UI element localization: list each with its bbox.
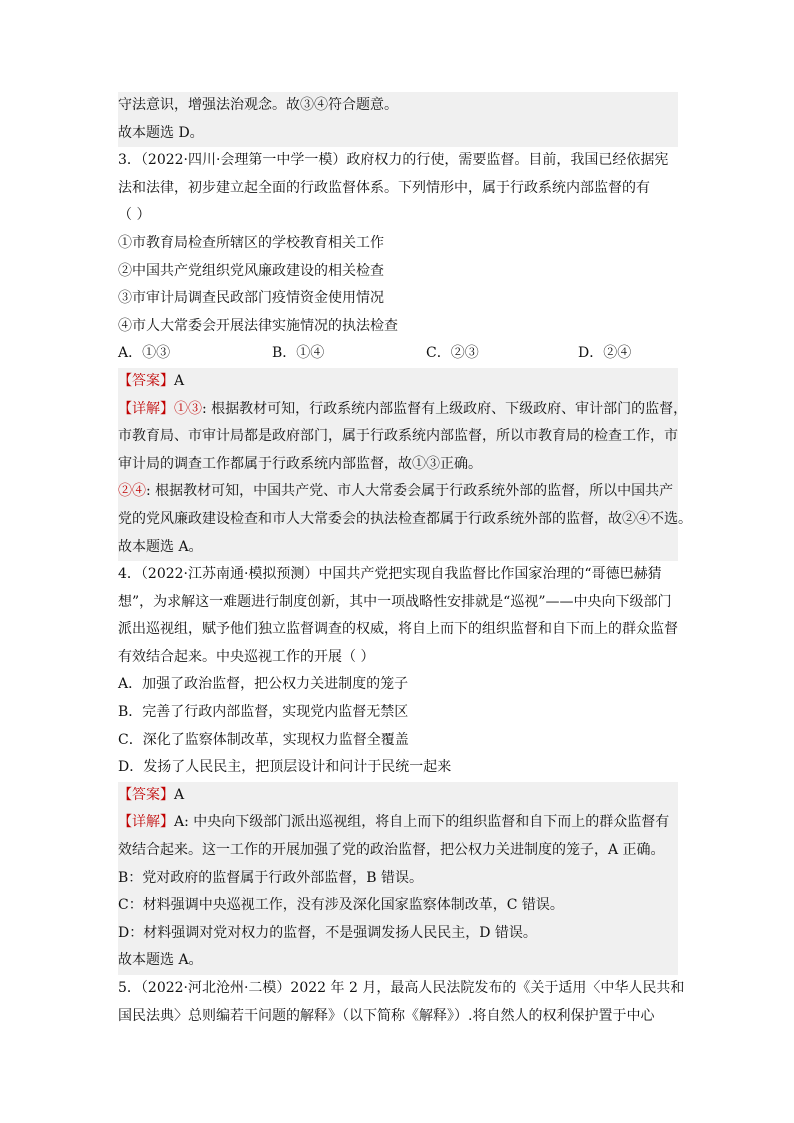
answer-label: 【答案】 bbox=[118, 372, 174, 389]
option-d: D．发扬了人民民主，把顶层设计和问计于民统一起来 bbox=[118, 759, 452, 776]
question-stem-line: 国民法典〉总则编若干问题的解释》（以下简称《解释》）.将自然人的权利保护置于中心 bbox=[118, 1007, 655, 1024]
option-c: C．②③ bbox=[426, 345, 479, 362]
question-stem-line: 4．（2022·江苏南通·模拟预测）中国共产党把实现自我监督比作国家治理的“哥德巴赫猜 bbox=[118, 566, 662, 583]
option-b: B．①④ bbox=[272, 345, 325, 362]
detail-mark: ①③ bbox=[174, 400, 202, 417]
answer-options bbox=[118, 340, 678, 368]
detail-line: 党的党风廉政建设检查和市人大常委会的执法检查都属于行政系统外部的监督，故②④不选。 bbox=[118, 506, 678, 534]
detail-text: : 根据教材可知，中国共产党、市人大常委会属于行政系统外部的监督，所以中国共产 bbox=[146, 483, 674, 500]
detail-line: B：党对政府的监督属于行政外部监督，B 错误。 bbox=[118, 865, 678, 893]
detail-line bbox=[118, 396, 688, 424]
question-3 bbox=[118, 147, 692, 561]
option-a: A．①③ bbox=[118, 345, 171, 362]
statement-item: ①市教育局检查所辖区的学校教育相关工作 bbox=[118, 234, 384, 251]
question-stem-line: 有效结合起来。中央巡视工作的开展（ ） bbox=[118, 648, 375, 665]
text-line: 守法意识，增强法治观念。故③④符合题意。 bbox=[118, 92, 678, 120]
document-page bbox=[118, 92, 692, 1030]
option-d: D．②④ bbox=[578, 345, 632, 362]
conclusion-line: 故本题选 A。 bbox=[118, 947, 678, 975]
answer-value: A bbox=[174, 786, 185, 803]
detail-line: C：材料强调中央巡视工作，没有涉及深化国家监察体制改革，C 错误。 bbox=[118, 892, 678, 920]
question-stem-line: 派出巡视组，赋予他们独立监督调查的权威，将自上而下的组织监督和自下而上的群众监督 bbox=[118, 621, 678, 638]
conclusion-line: 故本题选 A。 bbox=[118, 534, 678, 562]
detail-line: 市教育局、市审计局都是政府部门，属于行政系统内部监督，所以市教育局的检查工作，市 bbox=[118, 423, 678, 451]
question-stem-line: 法和法律，初步建立起全面的行政监督体系。下列情形中，属于行政系统内部监督的有 bbox=[118, 179, 650, 196]
question-stem-line: 5．（2022·河北沧州·二模）2022 年 2 月，最高人民法院发布的《关于适用〈中华人民共和 bbox=[118, 980, 685, 996]
question-stem-line: （ ） bbox=[118, 207, 151, 224]
statement-item: ③市审计局调查民政部门疫情资金使用情况 bbox=[118, 290, 384, 307]
detail-mark: ②④ bbox=[118, 483, 146, 500]
detail-text: A: 中央向下级部门派出巡视组，将自上而下的组织监督和自下而上的群众监督有 bbox=[174, 814, 670, 831]
statement-item: ②中国共产党组织党风廉政建设的相关检查 bbox=[118, 262, 384, 279]
detail-text: : 根据教材可知，行政系统内部监督有上级政府、下级政府、审计部门的监督， bbox=[202, 400, 688, 417]
detail-line: D：材料强调对党对权力的监督，不是强调发扬人民民主，D 错误。 bbox=[118, 920, 678, 948]
detail-line bbox=[118, 809, 678, 837]
option-c: C．深化了监察体制改革，实现权力监督全覆盖 bbox=[118, 731, 409, 748]
option-b: B．完善了行政内部监督，实现党内监督无禁区 bbox=[118, 704, 409, 721]
conclusion-line: 故本题选 D。 bbox=[118, 120, 678, 148]
question-4 bbox=[118, 561, 678, 975]
answer-line bbox=[118, 782, 678, 810]
detail-line: 审计局的调查工作都属于行政系统内部监督，故①③正确。 bbox=[118, 451, 678, 479]
answer-line bbox=[118, 368, 678, 396]
question-5 bbox=[118, 975, 685, 1030]
answer-value: A bbox=[174, 372, 185, 389]
detail-line: 效结合起来。这一工作的开展加强了党的政治监督，把公权力关进制度的笼子，A 正确。 bbox=[118, 837, 678, 865]
detail-label: 【详解】 bbox=[118, 400, 174, 417]
answer-label: 【答案】 bbox=[118, 786, 174, 803]
question-stem-line: 想”，为求解这一难题进行制度创新，其中一项战略性安排就是“巡视”——中央向下级部门 bbox=[118, 593, 672, 610]
detail-line bbox=[118, 478, 678, 506]
statement-item: ④市人大常委会开展法律实施情况的执法检查 bbox=[118, 317, 398, 334]
option-a: A．加强了政治监督，把公权力关进制度的笼子 bbox=[118, 676, 409, 693]
question-stem-line: 3．（2022·四川·会理第一中学一模）政府权力的行使，需要监督。目前，我国已经依据宪 bbox=[118, 152, 669, 169]
detail-label: 【详解】 bbox=[118, 814, 174, 831]
